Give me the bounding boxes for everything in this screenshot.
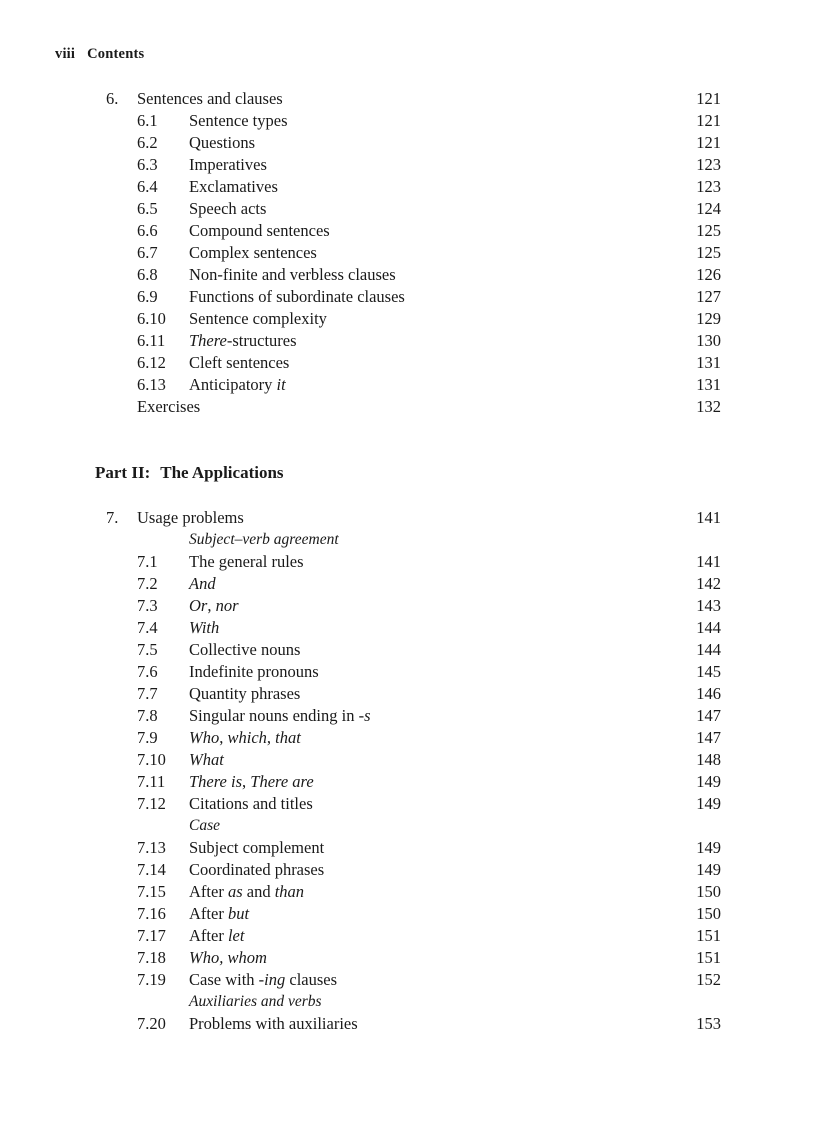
entry-number: 7.18 xyxy=(137,948,166,967)
entry-number: 7.7 xyxy=(137,684,158,703)
page-number: 121 xyxy=(696,133,721,152)
page-number: 150 xyxy=(696,882,721,901)
entry-title: After as and than xyxy=(189,882,305,901)
entry-number: 6.11 xyxy=(137,331,166,350)
entry-title: Case with -ing clauses xyxy=(189,970,338,989)
entry-title: There is, There are xyxy=(189,772,314,791)
entry-number: 6.2 xyxy=(137,133,158,152)
entry-title: Speech acts xyxy=(189,199,267,218)
entry-title: Imperatives xyxy=(189,155,267,174)
page-number: 147 xyxy=(696,728,721,747)
entry-number: 6.4 xyxy=(137,177,158,196)
entry-number: 6.8 xyxy=(137,265,158,284)
entry-number: 6.3 xyxy=(137,155,158,174)
page-number: 149 xyxy=(696,838,721,857)
entry-title: Collective nouns xyxy=(189,640,301,659)
page-number: 149 xyxy=(696,772,721,791)
entry-title: What xyxy=(189,750,224,769)
toc-entry[interactable] xyxy=(0,352,816,374)
toc-entry[interactable] xyxy=(0,110,816,132)
page-number: 151 xyxy=(696,948,721,967)
entry-number: 7.10 xyxy=(137,750,166,769)
entry-title: Compound sentences xyxy=(189,221,330,240)
page-number: 143 xyxy=(696,596,721,615)
entry-title: Non-finite and verbless clauses xyxy=(189,265,396,284)
page-number: 148 xyxy=(696,750,721,769)
toc-entry[interactable] xyxy=(0,683,816,705)
page-number: 121 xyxy=(696,89,721,108)
entry-number: 7.14 xyxy=(137,860,166,879)
page-number: 147 xyxy=(696,706,721,725)
toc-entry[interactable] xyxy=(0,132,816,154)
running-head xyxy=(55,46,144,63)
toc-entry[interactable] xyxy=(0,551,816,573)
chapter-number: 7. xyxy=(106,508,119,527)
entry-title: Sentence complexity xyxy=(189,309,327,328)
toc-entry[interactable] xyxy=(0,330,816,352)
chapter-title: Sentences and clauses xyxy=(137,89,283,108)
toc-subheading xyxy=(0,991,816,1013)
page-number: 152 xyxy=(696,970,721,989)
page-folio: viii xyxy=(55,46,76,62)
entry-title: Indefinite pronouns xyxy=(189,662,319,681)
entry-number: 6.5 xyxy=(137,199,158,218)
subheading-subject-verb: Subject–verb agreement xyxy=(189,531,339,548)
subheading-auxiliaries: Auxiliaries and verbs xyxy=(189,993,322,1010)
page-number: 127 xyxy=(696,287,721,306)
toc-entry[interactable] xyxy=(0,749,816,771)
toc-chapter-6[interactable] xyxy=(0,88,816,110)
entry-title: Quantity phrases xyxy=(189,684,301,703)
entry-number: 7.4 xyxy=(137,618,158,637)
entry-title: Cleft sentences xyxy=(189,353,290,372)
page-number: 146 xyxy=(696,684,721,703)
toc-entry[interactable] xyxy=(0,771,816,793)
entry-number: 7.5 xyxy=(137,640,158,659)
page-number: 149 xyxy=(696,794,721,813)
entry-number: 6.10 xyxy=(137,309,166,328)
entry-title: Functions of subordinate clauses xyxy=(189,287,405,306)
toc-entry[interactable] xyxy=(0,220,816,242)
page-number: 130 xyxy=(696,331,721,350)
entry-number: 7.11 xyxy=(137,772,166,791)
entry-number: 7.20 xyxy=(137,1014,166,1033)
page-number: 132 xyxy=(696,397,721,416)
page-number: 131 xyxy=(696,375,721,394)
toc-entry[interactable] xyxy=(0,308,816,330)
toc-entry[interactable] xyxy=(0,947,816,969)
entry-title: There-structures xyxy=(189,331,297,350)
entry-title: After let xyxy=(189,926,245,945)
toc-entry[interactable] xyxy=(0,286,816,308)
page-number: 145 xyxy=(696,662,721,681)
entry-number: 6.6 xyxy=(137,221,158,240)
entry-title: Exercises xyxy=(137,397,201,416)
entry-number: 7.16 xyxy=(137,904,166,923)
entry-number: 7.8 xyxy=(137,706,158,725)
entry-number: 6.13 xyxy=(137,375,166,394)
part-heading xyxy=(95,462,284,484)
entry-number: 7.2 xyxy=(137,574,158,593)
entry-title: Coordinated phrases xyxy=(189,860,325,879)
toc-entry[interactable] xyxy=(0,639,816,661)
toc-entry[interactable] xyxy=(0,573,816,595)
toc-entry[interactable] xyxy=(0,837,816,859)
page-number: 129 xyxy=(696,309,721,328)
page-number: 141 xyxy=(696,552,721,571)
page-number: 131 xyxy=(696,353,721,372)
toc-entry[interactable] xyxy=(0,793,816,815)
entry-number: 7.1 xyxy=(137,552,158,571)
toc-entry[interactable] xyxy=(0,176,816,198)
toc-subheading xyxy=(0,815,816,837)
toc-entry[interactable] xyxy=(0,242,816,264)
page-number: 124 xyxy=(696,199,721,218)
subheading-case: Case xyxy=(189,817,220,834)
page-number: 149 xyxy=(696,860,721,879)
page-number: 150 xyxy=(696,904,721,923)
entry-number: 7.15 xyxy=(137,882,166,901)
chapter-number: 6. xyxy=(106,89,119,108)
page-number: 144 xyxy=(696,640,721,659)
entry-number: 6.1 xyxy=(137,111,158,130)
entry-number: 7.12 xyxy=(137,794,166,813)
toc-entry[interactable] xyxy=(0,925,816,947)
toc-entry[interactable] xyxy=(0,661,816,683)
entry-title: Who, whom xyxy=(189,948,267,967)
toc-entry[interactable] xyxy=(0,881,816,903)
page-number: 125 xyxy=(696,243,721,262)
entry-title: With xyxy=(189,618,220,637)
toc-exercises[interactable] xyxy=(0,396,816,418)
toc-entry[interactable] xyxy=(0,154,816,176)
entry-title: Problems with auxiliaries xyxy=(189,1014,358,1033)
chapter-title: Usage problems xyxy=(137,508,244,527)
running-head-title: Contents xyxy=(87,46,145,62)
entry-title: Questions xyxy=(189,133,255,152)
entry-title: Anticipatory it xyxy=(189,375,286,394)
page-number: 144 xyxy=(696,618,721,637)
toc-entry[interactable] xyxy=(0,374,816,396)
part-label: Part II: xyxy=(95,463,151,482)
toc-chapter-7[interactable] xyxy=(0,507,816,529)
page-number: 141 xyxy=(696,508,721,527)
page-number: 142 xyxy=(696,574,721,593)
entry-title: Complex sentences xyxy=(189,243,317,262)
entry-title: Singular nouns ending in -s xyxy=(189,706,371,725)
page-number: 123 xyxy=(696,177,721,196)
toc-entry[interactable] xyxy=(0,595,816,617)
part-title: The Applications xyxy=(160,463,284,482)
entry-number: 6.12 xyxy=(137,353,166,372)
toc-entry[interactable] xyxy=(0,969,816,991)
toc-entry[interactable] xyxy=(0,859,816,881)
toc-entry[interactable] xyxy=(0,705,816,727)
toc-entry[interactable] xyxy=(0,1013,816,1035)
entry-title: The general rules xyxy=(189,552,304,571)
entry-number: 6.7 xyxy=(137,243,158,262)
toc-entry[interactable] xyxy=(0,617,816,639)
entry-title: Sentence types xyxy=(189,111,288,130)
entry-number: 7.19 xyxy=(137,970,166,989)
entry-number: 7.17 xyxy=(137,926,166,945)
page-number: 121 xyxy=(696,111,721,130)
entry-title: And xyxy=(189,574,216,593)
toc-entry[interactable] xyxy=(0,264,816,286)
entry-title: Subject complement xyxy=(189,838,325,857)
toc-entry[interactable] xyxy=(0,198,816,220)
toc-entry[interactable] xyxy=(0,903,816,925)
entry-title: After but xyxy=(189,904,250,923)
entry-title: Who, which, that xyxy=(189,728,301,747)
entry-number: 7.3 xyxy=(137,596,158,615)
entry-title: Citations and titles xyxy=(189,794,313,813)
page-number: 125 xyxy=(696,221,721,240)
entry-title: Or, nor xyxy=(189,596,239,615)
toc-entry[interactable] xyxy=(0,727,816,749)
page-number: 126 xyxy=(696,265,721,284)
entry-number: 6.9 xyxy=(137,287,158,306)
page-number: 153 xyxy=(696,1014,721,1033)
entry-number: 7.9 xyxy=(137,728,158,747)
page-number: 151 xyxy=(696,926,721,945)
entry-number: 7.6 xyxy=(137,662,158,681)
entry-title: Exclamatives xyxy=(189,177,278,196)
entry-number: 7.13 xyxy=(137,838,166,857)
page-number: 123 xyxy=(696,155,721,174)
toc-subheading xyxy=(0,529,816,551)
